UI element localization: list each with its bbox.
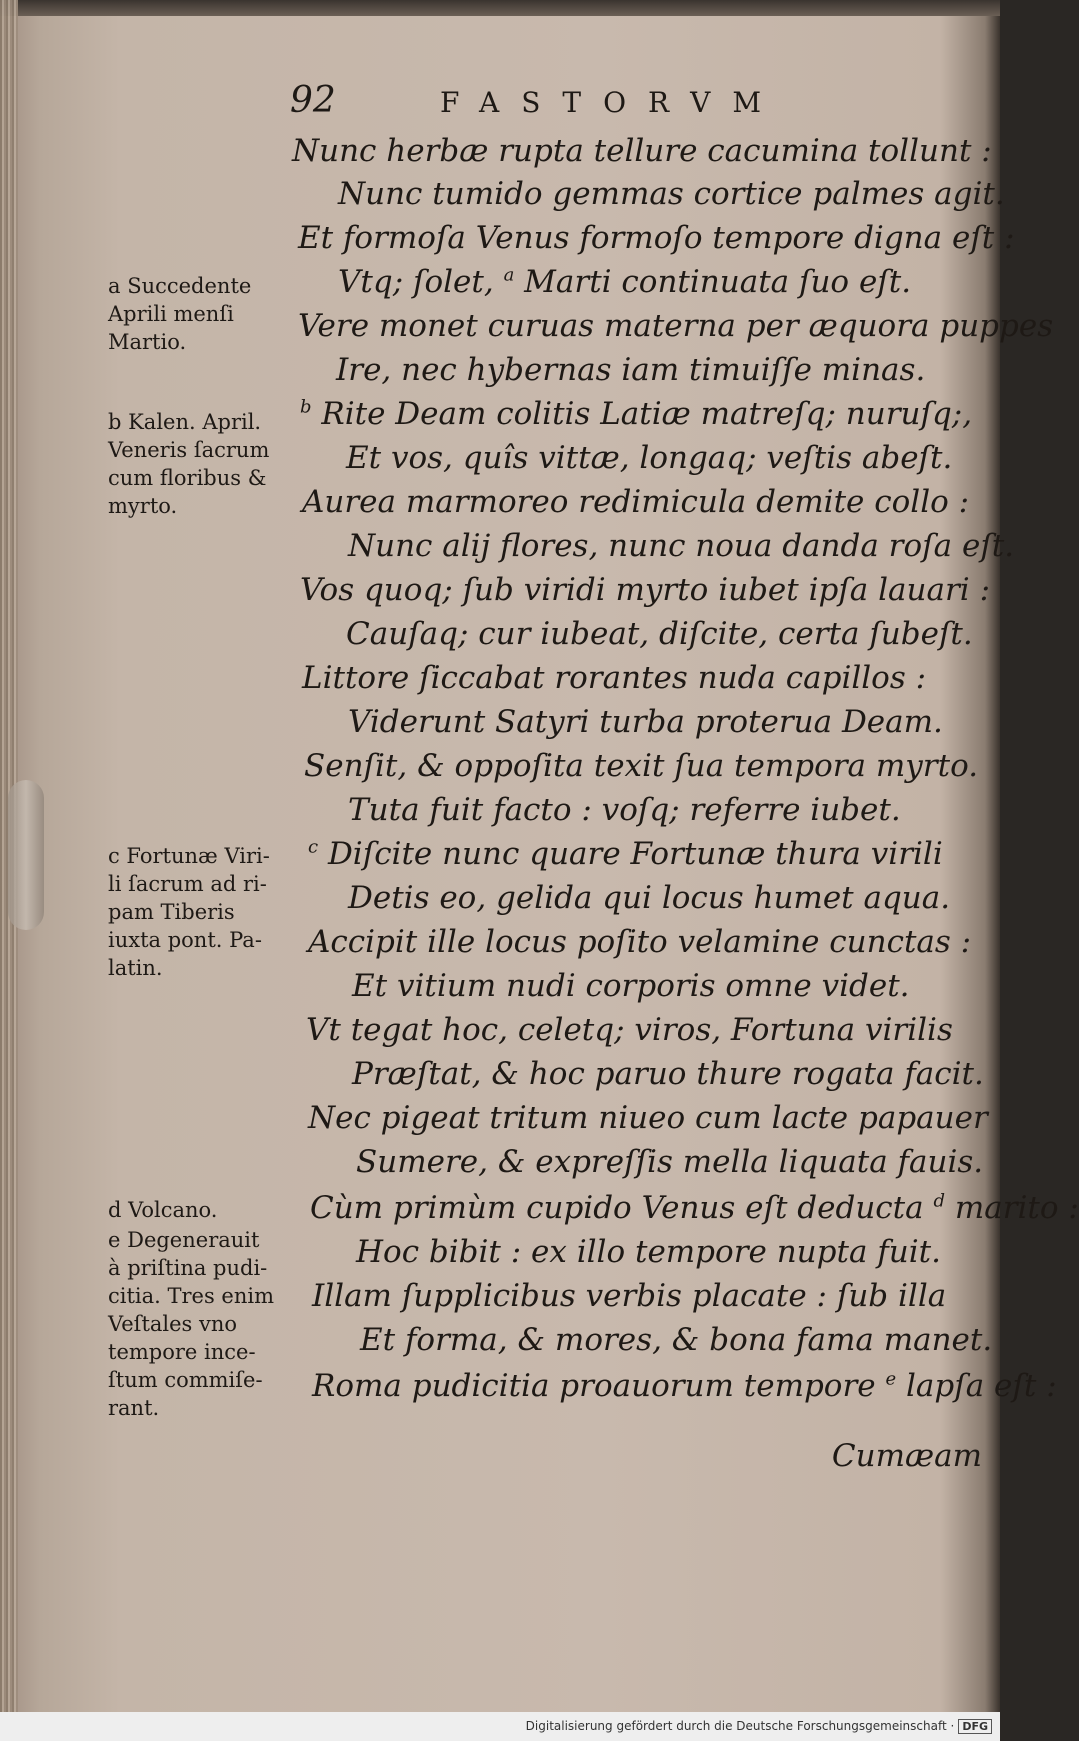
- verse-line: Littore ſiccabat rorantes nuda capillos :: [302, 660, 927, 696]
- marginal-note-a: a Succedente Aprili menſi Martio.: [108, 274, 252, 354]
- verse-line: Accipit ille locus poſito velamine cunctas :: [308, 924, 972, 960]
- verse-line: Vtq; ſolet, $^a$ Marti continuata ſuo eſt.: [338, 264, 912, 300]
- verse-line: Nunc tumido gemmas cortice palmes agit.: [338, 176, 1005, 212]
- verse-line: Ire, nec hybernas iam timuiſſe minas.: [336, 352, 926, 388]
- verse-line: Et vos, quîs vittæ, longaq; veſtis abeſt.: [346, 440, 953, 476]
- verse-line: Nunc alij flores, nunc noua danda roſa eſt.: [348, 528, 1015, 564]
- verse-line: Et formoſa Venus formoſo tempore digna eſt :: [298, 220, 1015, 256]
- verse-line: Detis eo, gelida qui locus humet aqua.: [348, 880, 951, 916]
- page-header: [290, 80, 850, 120]
- verse-line: Senſit, & oppoſita texit ſua tempora myrto.: [304, 748, 979, 784]
- note-marker: c: [308, 836, 319, 858]
- marginal-note-c: c Fortunæ Viri- li ſacrum ad ri- pam Tiberis iuxta pont. Pa- latin.: [108, 844, 270, 980]
- verse-line: $^b$ Rite Deam colitis Latiæ matreſq; nuruſq;,: [300, 396, 973, 432]
- verse-line: Aurea marmoreo redimicula demite collo :: [302, 484, 970, 520]
- running-title: FASTORVM: [440, 86, 784, 119]
- verse-line: Nec pigeat tritum niueo cum lacte papauer: [308, 1100, 988, 1136]
- note-marker: a: [503, 264, 515, 286]
- verse-line: Et forma, & mores, & bona fama manet.: [360, 1322, 993, 1358]
- catchword: Cumæam: [831, 1438, 982, 1474]
- verse-line: Viderunt Satyri turba proterua Deam.: [348, 704, 943, 740]
- note-marker: e: [885, 1368, 897, 1390]
- verse-line: Cùm primùm cupido Venus eſt deducta $^d$ marito :: [310, 1190, 1079, 1226]
- note-marker: d: [933, 1190, 945, 1212]
- verse-line: Cauſaq; cur iubeat, diſcite, certa ſubeſt.: [346, 616, 973, 652]
- dfg-logo: DFG: [958, 1719, 992, 1734]
- page-clip-shadow: [8, 780, 44, 930]
- verse-line: Vere monet curuas materna per æquora puppes: [298, 308, 1054, 344]
- verse-line: Nunc herbæ rupta tellure cacumina tollunt :: [292, 133, 992, 169]
- verse-line: Roma pudicitia proauorum tempore $^e$ lapſa eſt :: [312, 1368, 1057, 1404]
- page-number: 92: [290, 80, 336, 121]
- marginal-note-b: b Kalen. April. Veneris ſacrum cum floribus & myrto.: [108, 410, 270, 518]
- verse-line: Illam ſupplicibus verbis placate : ſub illa: [312, 1278, 947, 1314]
- scan-top-edge: [0, 0, 1000, 16]
- verse-line: Sumere, & expreſſis mella liquata fauis.: [356, 1144, 984, 1180]
- note-marker: b: [300, 396, 312, 418]
- marginal-note-e: e Degenerauit à priſtina pudi- citia. Tres enim Veſtales vno tempore ince- ſtum commiſe- rant.: [108, 1228, 275, 1420]
- digitization-credit: Digitalisierung gefördert durch die Deutsche Forschungsgemeinschaft · DFG: [526, 1719, 992, 1734]
- verse-line: Vt tegat hoc, celetq; viros, Fortuna virilis: [306, 1012, 953, 1048]
- marginal-note-d: d Volcano.: [108, 1198, 218, 1222]
- verse-line: Tuta fuit facto : voſq; referre iubet.: [348, 792, 901, 828]
- verse-line: Et vitium nudi corporis omne videt.: [352, 968, 910, 1004]
- verse-line: Hoc bibit : ex illo tempore nupta fuit.: [356, 1234, 941, 1270]
- verse-line: $^c$ Diſcite nunc quare Fortunæ thura virili: [308, 836, 943, 872]
- verse-line: Vos quoq; ſub viridi myrto iubet ipſa lauari :: [300, 572, 991, 608]
- verse-line: Præſtat, & hoc paruo thure rogata facit.: [352, 1056, 984, 1092]
